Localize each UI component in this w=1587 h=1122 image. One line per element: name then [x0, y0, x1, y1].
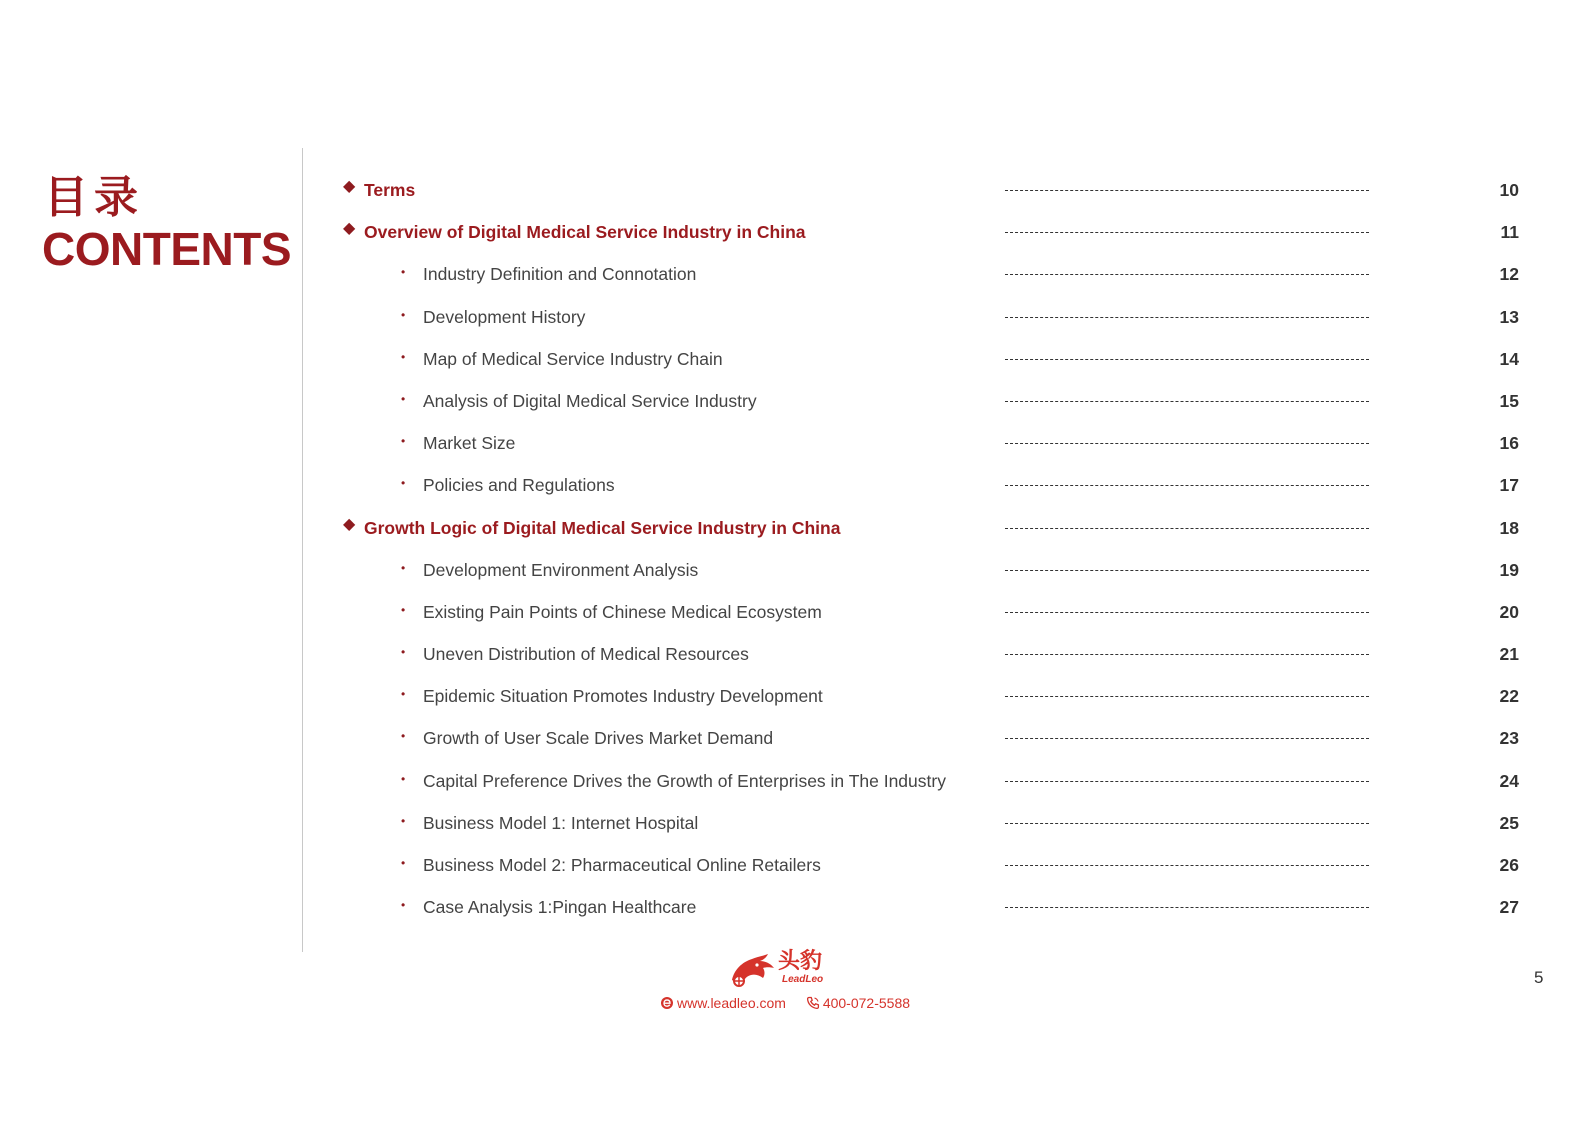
dashed-leader: [1005, 781, 1369, 782]
toc-label: Existing Pain Points of Chinese Medical Ecosystem: [423, 601, 822, 622]
toc-page-number: 12: [1499, 264, 1519, 285]
dashed-leader: [1005, 274, 1369, 275]
toc-section[interactable]: [0, 213, 1587, 255]
diamond-bullet-icon: ◆: [343, 178, 356, 195]
dashed-leader: [1005, 907, 1369, 908]
dashed-leader: [1005, 738, 1369, 739]
browser-e-icon: [660, 996, 674, 1010]
toc-subsection[interactable]: [0, 888, 1587, 930]
toc-label: Growth of User Scale Drives Market Demand: [423, 728, 774, 749]
dot-bullet-icon: •: [401, 771, 406, 786]
dashed-leader: [1005, 612, 1369, 613]
dashed-leader: [1005, 232, 1369, 233]
dashed-leader: [1005, 401, 1369, 402]
toc-label: Development Environment Analysis: [423, 559, 699, 580]
leadleo-logo: [730, 950, 834, 988]
dashed-leader: [1005, 485, 1369, 486]
dot-bullet-icon: •: [401, 898, 406, 913]
toc-page-number: 22: [1499, 686, 1519, 707]
dot-bullet-icon: •: [401, 729, 406, 744]
diamond-bullet-icon: ◆: [343, 515, 356, 533]
dot-bullet-icon: •: [401, 476, 406, 491]
dashed-leader: [1005, 570, 1369, 571]
toc-label: Industry Definition and Connotation: [423, 264, 697, 285]
dot-bullet-icon: •: [401, 856, 406, 870]
phone-contact: [806, 994, 910, 1012]
toc-subsection[interactable]: [0, 719, 1587, 761]
dot-bullet-icon: •: [401, 602, 406, 617]
toc-page-number: 13: [1499, 306, 1519, 327]
toc-page-number: 10: [1499, 180, 1519, 200]
toc-page-number: 17: [1499, 475, 1519, 496]
dot-bullet-icon: •: [401, 349, 406, 364]
table-of-contents: [0, 171, 1587, 930]
leopard-logo-icon: [730, 950, 776, 988]
toc-subsection[interactable]: [0, 593, 1587, 635]
website-text: www.leadleo.com: [677, 995, 786, 1011]
phone-text: 400-072-5588: [822, 995, 911, 1011]
toc-label: Policies and Regulations: [423, 475, 615, 496]
toc-label: Map of Medical Service Industry Chain: [423, 348, 723, 369]
toc-page-number: 20: [1499, 601, 1519, 622]
toc-subsection[interactable]: [0, 382, 1587, 424]
dot-bullet-icon: •: [401, 560, 406, 575]
footer-contact: [660, 994, 926, 1012]
dot-bullet-icon: •: [401, 687, 406, 702]
dot-bullet-icon: •: [401, 434, 406, 449]
toc-page-number: 15: [1499, 390, 1519, 411]
toc-page-number: 23: [1499, 728, 1519, 749]
toc-page-number: 21: [1499, 644, 1519, 665]
dashed-leader: [1005, 317, 1369, 318]
toc-subsection[interactable]: [0, 762, 1587, 804]
dot-bullet-icon: •: [401, 265, 406, 280]
toc-subsection[interactable]: [0, 804, 1587, 846]
dot-bullet-icon: •: [401, 307, 406, 322]
toc-page-number: 24: [1499, 770, 1519, 791]
toc-label: Market Size: [423, 433, 516, 454]
toc-label: Epidemic Situation Promotes Industry Development: [423, 686, 823, 707]
toc-label: Analysis of Digital Medical Service Industry: [423, 390, 757, 411]
page-number: 5: [1534, 968, 1544, 987]
toc-label: Business Model 1: Internet Hospital: [423, 812, 699, 833]
website-link[interactable]: [660, 994, 786, 1012]
toc-label: Capital Preference Drives the Growth of Enterprises in The Industry: [423, 770, 946, 791]
toc-label: Overview of Digital Medical Service Industry in China: [364, 222, 806, 243]
dot-bullet-icon: •: [401, 813, 406, 828]
dashed-leader: [1005, 865, 1369, 866]
toc-page-number: 14: [1499, 348, 1519, 369]
toc-page-number: 25: [1499, 812, 1519, 833]
contents-heading-cn: 目录: [44, 172, 144, 223]
toc-page-number: 18: [1499, 517, 1519, 538]
toc-page-number: 16: [1499, 433, 1519, 454]
toc-label: Business Model 2: Pharmaceutical Online Retailers: [423, 855, 821, 875]
diamond-bullet-icon: ◆: [343, 220, 356, 238]
dashed-leader: [1005, 654, 1369, 655]
toc-page-number: 26: [1499, 855, 1519, 875]
dashed-leader: [1005, 359, 1369, 360]
toc-subsection[interactable]: [0, 424, 1587, 466]
dot-bullet-icon: •: [401, 391, 406, 406]
dashed-leader: [1005, 823, 1369, 824]
toc-subsection[interactable]: [0, 635, 1587, 677]
toc-section[interactable]: [0, 509, 1587, 551]
toc-section[interactable]: [0, 171, 1587, 213]
dashed-leader: [1005, 528, 1369, 529]
toc-page-number: 19: [1499, 559, 1519, 580]
toc-subsection[interactable]: [0, 846, 1587, 888]
toc-label: Case Analysis 1:Pingan Healthcare: [423, 897, 697, 918]
dashed-leader: [1005, 190, 1369, 191]
dashed-leader: [1005, 443, 1369, 444]
toc-subsection[interactable]: [0, 340, 1587, 382]
phone-icon: [806, 996, 820, 1010]
toc-page-number: 27: [1499, 897, 1519, 918]
toc-label: Growth Logic of Digital Medical Service Industry in China: [364, 517, 841, 538]
toc-subsection[interactable]: [0, 551, 1587, 593]
toc-label: Development History: [423, 306, 586, 327]
toc-page-number: 11: [1500, 222, 1519, 243]
logo-chinese-text: 头豹: [778, 949, 823, 974]
dashed-leader: [1005, 696, 1369, 697]
contents-heading-en: CONTENTS: [42, 223, 291, 275]
toc-subsection[interactable]: [0, 677, 1587, 719]
toc-subsection[interactable]: [0, 466, 1587, 508]
logo-english-text: LeadLeo: [782, 974, 824, 985]
toc-subsection[interactable]: [0, 255, 1587, 297]
toc-label: Uneven Distribution of Medical Resources: [423, 644, 749, 665]
dot-bullet-icon: •: [401, 645, 406, 660]
toc-label: Terms: [364, 180, 416, 200]
toc-subsection[interactable]: [0, 298, 1587, 340]
